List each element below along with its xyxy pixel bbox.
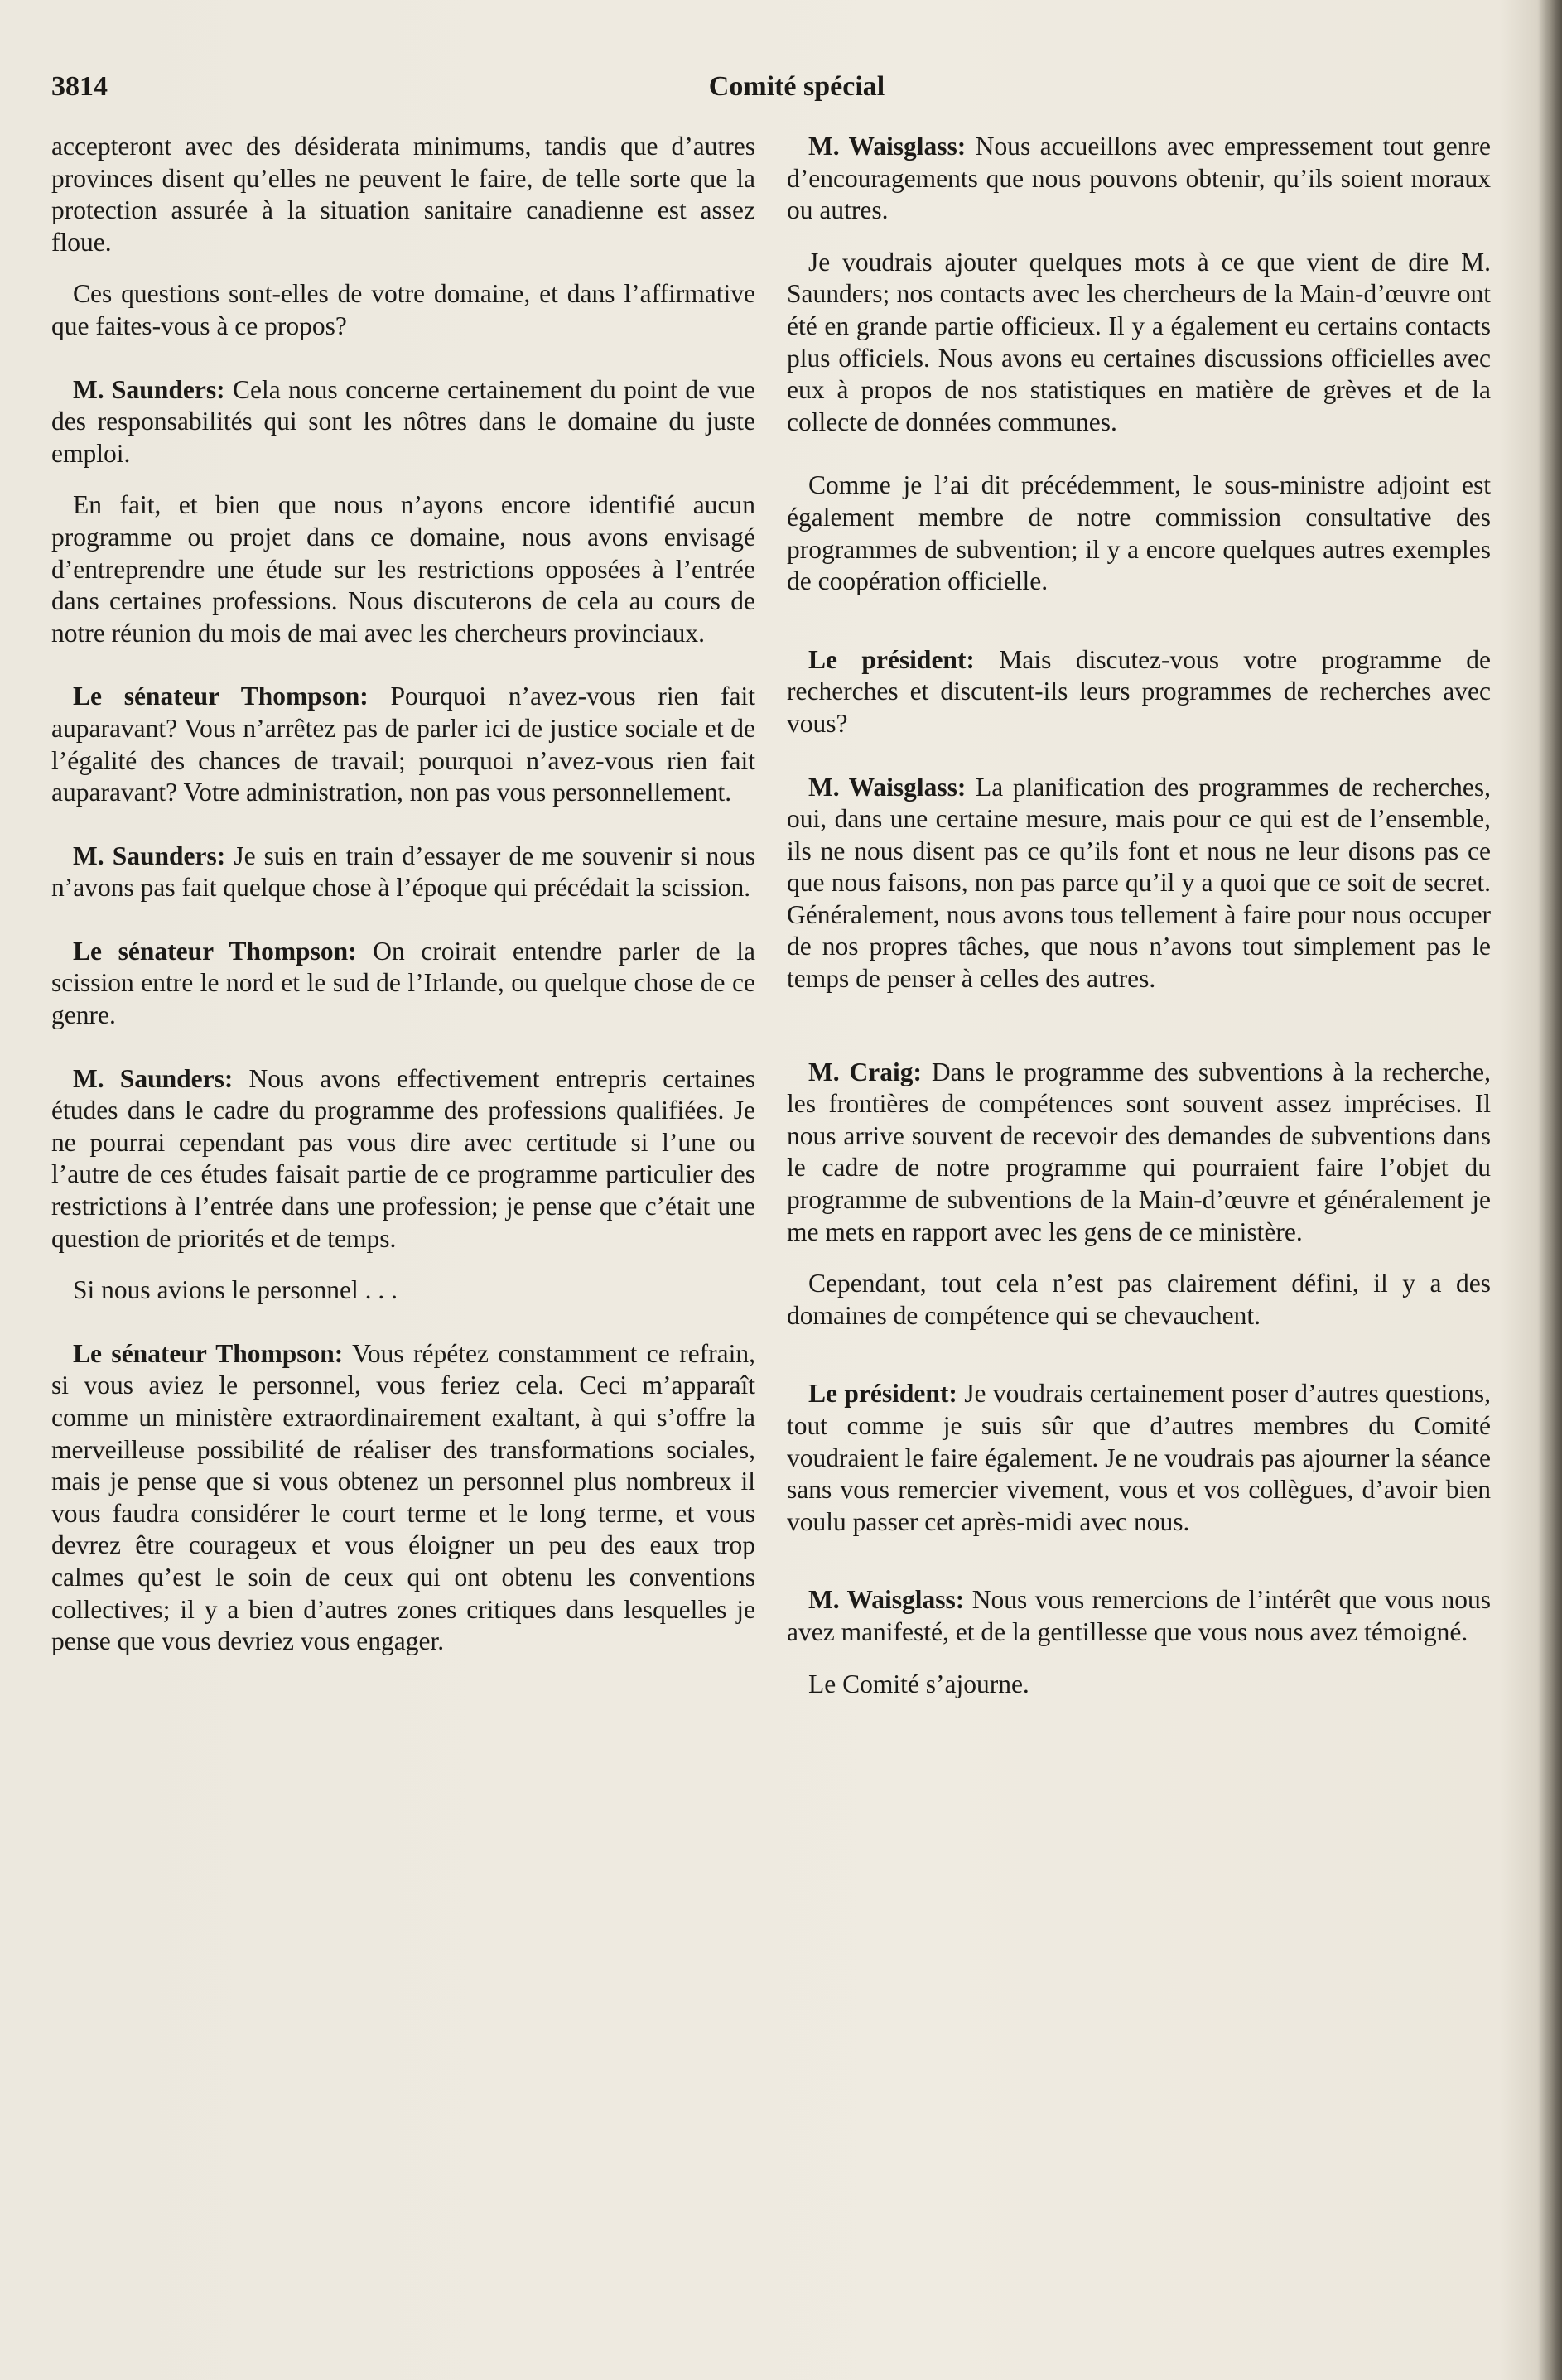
paragraph-text: On croirait entendre parler de la scission entre le nord et le sud de l’Irlande, ou quelque chose de ce genre. [51,936,755,1030]
speaker-name: M. Waisglass: [808,772,967,802]
paragraph-text: Je suis en train d’essayer de me souvenir si nous n’avons pas fait quelque chose à l’époque qui précédait la scission. [51,841,755,903]
paragraph [51,278,755,342]
speech-paragraph [51,841,755,904]
speaker-name: M. Saunders: [73,1063,234,1093]
paragraph-text: Pourquoi n’avez-vous rien fait auparavant? Vous n’arrêtez pas de parler ici de justice sociale et de l’égalité des chances de travail; pourquoi n’avez-vous rien fait auparavant? Votre administration, non pas vous personnellement. [51,682,755,807]
speaker-name: M. Waisglass: [808,1585,965,1615]
speaker-name: M. Saunders: [73,841,226,870]
speech-paragraph [787,1057,1491,1249]
paragraph [51,131,755,258]
speech-paragraph [787,1378,1491,1538]
paragraph-text: Si nous avions le personnel . . . [73,1275,398,1305]
paragraph-text: En fait, et bien que nous n’ayons encore identifié aucun programme ou projet dans ce domaine, nous avons envisagé d’entreprendre une étude sur les restrictions opposées à l’entrée dans certaines professions. Nous discuterons de cela au cours de notre réunion du mois de mai avec les chercheurs provinciaux. [51,490,755,648]
paragraph-text: Nous accueillons avec empressement tout genre d’encouragements que nous pouvons obtenir, qu’ils soient moraux ou autres. [787,132,1492,225]
speaker-name: Le président: [808,1379,957,1409]
paragraph [787,1669,1491,1701]
speech-paragraph [51,681,755,808]
speech-paragraph [787,772,1491,995]
paragraph-text: Vous répétez constamment ce refrain, si vous aviez le personnel, vous feriez cela. Ceci m’apparaît comme un ministère extraordinairement exaltant, à qui s’offre la merveilleuse possibilité de réaliser des transformations sociales, mais je pense que si vous obtenez un personnel plus nombreux il vous faudra considérer le court terme et le long terme, et vous devrez être courageux et vous éloigner un peu des eaux trop calmes qu’est le soin de ceux qui ont obtenu les conventions collectives; il y a bien d’autres zones critiques dans lesquelles je pense que vous devriez vous engager. [51,1338,756,1656]
speech-paragraph [51,1338,755,1658]
paragraph-text: Je voudrais certainement poser d’autres questions, tout comme je suis sûr que d’autres membres du Comité voudraient le faire également. Je ne voudrais pas ajourner la séance sans vous remercier vivement, vous et vos collègues, d’avoir bien voulu passer cet après-midi avec nous. [787,1379,1492,1536]
speech-paragraph [787,1584,1491,1648]
paragraph-text: accepteront avec des désiderata minimums, tandis que d’autres provinces disent qu’elles ne peuvent le faire, de telle sorte que la protection assurée à la situation sanitaire canadienne est assez floue. [51,132,755,257]
paragraph-text: Dans le programme des subventions à la recherche, les frontières de compétences sont souvent assez imprécises. Il nous arrive souvent de recevoir des demandes de subventions dans le cadre de notre programme qui pourraient faire l’objet du programme de subventions de la Main-d’œuvre et généralement je me mets en rapport avec les gens de ce ministère. [787,1057,1492,1246]
speech-paragraph [51,374,755,470]
paragraph-text: Nous avons effectivement entrepris certaines études dans le cadre du programme des professions qualifiées. Je ne pourrai cependant pas vous dire avec certitude si l’une ou l’autre de ces études faisait partie de ce programme particulier des restrictions à l’entrée dans une profession; je pense que c’était une question de priorités et de temps. [51,1063,755,1253]
paragraph [51,489,755,649]
running-title: Comité spécial [708,71,885,102]
speech-paragraph [787,644,1491,740]
paragraph-text: Mais discutez-vous votre programme de recherches et discutent-ils leurs programmes de recherches avec vous? [787,644,1492,738]
speaker-name: M. Waisglass: [808,132,967,161]
paragraph-text: Nous vous remercions de l’intérêt que vous nous avez manifesté, et de la gentillesse que vous nous avez témoigné. [787,1585,1491,1646]
paragraph [787,1268,1491,1332]
page-number: 3814 [51,71,108,102]
speaker-name: Le président: [808,644,975,674]
paragraph-text: La planification des programmes de recherches, oui, dans une certaine mesure, mais pour ce qui est de l’ensemble, ils ne nous disent pas ce qu’ils font et nous ne leur disons pas ce que nous faisons, non pas parce qu’il y a quoi que ce soit de secret. Généralement, nous avons tous tellement à faire pour nous occuper de nos propres tâches, que nous n’avons tout simplement pas le temps de penser à celles des autres. [787,772,1491,994]
paragraph-text: Cependant, tout cela n’est pas clairement défini, il y a des domaines de compétence qui se chevauchent. [787,1269,1491,1330]
paragraph-text: Le Comité s’ajourne. [808,1669,1029,1698]
right-column [787,131,1491,1700]
speech-paragraph [51,1063,755,1255]
speaker-name: M. Saunders: [73,374,225,404]
speaker-name: Le sénateur Thompson: [73,682,369,711]
paragraph-text: Je voudrais ajouter quelques mots à ce que vient de dire M. Saunders; nos contacts avec les chercheurs de la Main-d’œuvre ont été en grande partie officieux. Il y a également eu certains contacts plus officiels. Nous avons eu certaines discussions officielles avec eux à propos de nos statistiques en matière de grèves et de la collecte de données communes. [787,247,1491,436]
left-column [51,131,755,1658]
speaker-name: Le sénateur Thompson: [73,936,357,966]
paragraph-text: Comme je l’ai dit précédemment, le sous-ministre adjoint est également membre de notre commission consultative des programmes de subvention; il y a encore quelques autres exemples de coopération officielle. [787,470,1491,596]
paragraph [787,247,1491,439]
page-header [51,71,1492,113]
paragraph-text: Ces questions sont-elles de votre domaine, et dans l’affirmative que faites-vous à ce propos? [51,279,755,340]
speech-paragraph [51,936,755,1032]
speaker-name: M. Craig: [808,1057,922,1086]
paragraph [51,1274,755,1307]
paragraph [787,470,1491,597]
binding-edge-shadow [1537,0,1562,2380]
paragraph-text: Cela nous concerne certainement du point de vue des responsabilités qui sont les nôtres dans le domaine du juste emploi. [51,374,755,468]
speaker-name: Le sénateur Thompson: [73,1338,344,1368]
speech-paragraph [787,131,1491,227]
